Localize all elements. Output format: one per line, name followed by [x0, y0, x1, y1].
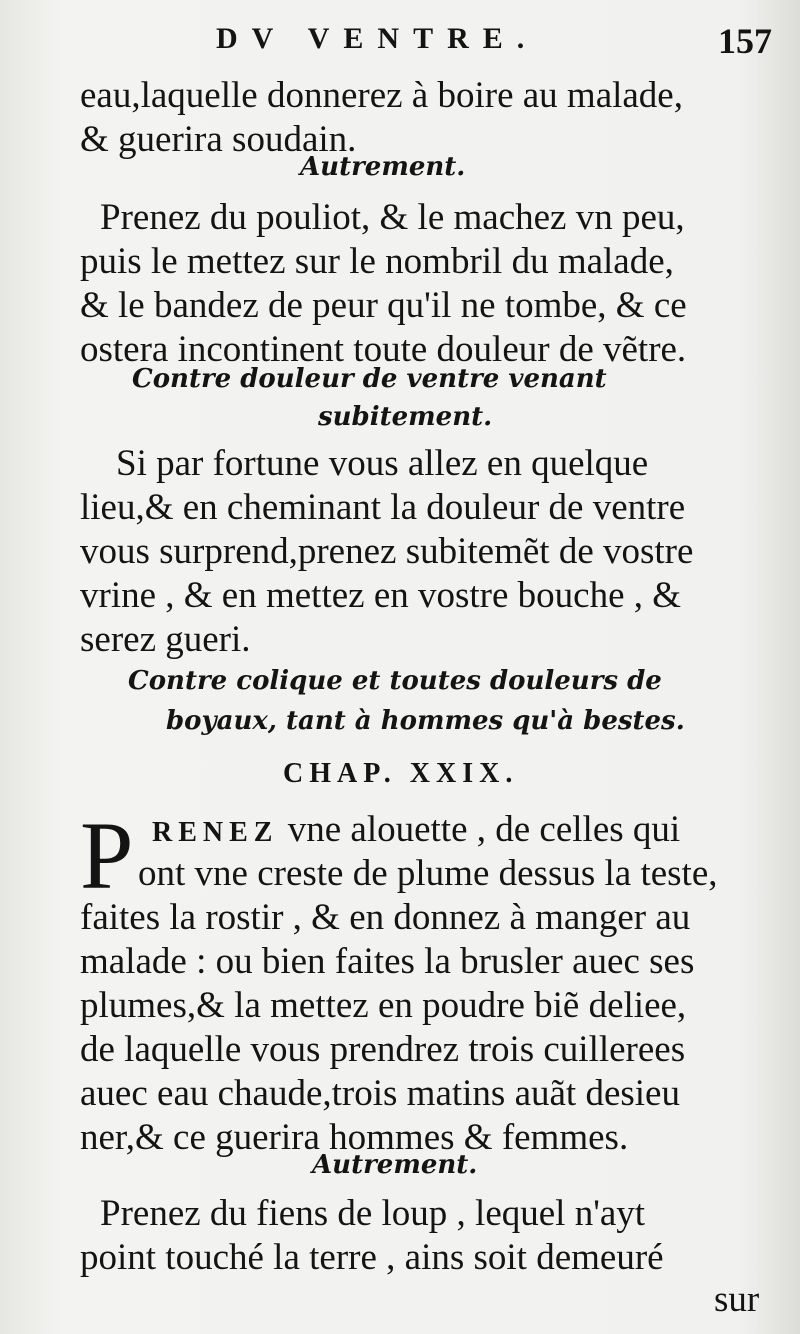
drop-cap: P [80, 802, 134, 909]
text-line: malade : ou bien faites la brusler auec ses [80, 941, 695, 982]
section-heading: Autrement. [300, 152, 466, 182]
text-line [152, 808, 680, 855]
running-title: DV VENTRE. [216, 22, 539, 55]
text-line: & guerira soudain. [80, 119, 357, 160]
text-line: & le bandez de peur qu'il ne tombe, & ce [80, 285, 687, 326]
catchword: sur [714, 1279, 760, 1320]
section-heading: Contre colique et toutes douleurs de [128, 666, 662, 696]
section-heading: Contre douleur de ventre venant [132, 364, 607, 394]
text-line: vrine , & en mettez en vostre bouche , & [80, 575, 682, 616]
page-number: 157 [718, 21, 772, 61]
chapter-heading: CHAP. XXIX. [283, 758, 519, 789]
text-line: point touché la terre , ains soit demeuré [80, 1237, 664, 1278]
text-line: vous surprend,prenez subitemẽt de vostre [80, 531, 694, 572]
text-line: auec eau chaude,trois matins auãt desieu [80, 1073, 680, 1114]
text-line: eau,laquelle donnerez à boire au malade, [80, 75, 683, 116]
section-heading: Autrement. [312, 1150, 478, 1180]
text-line: lieu,& en cheminant la douleur de ventre [80, 487, 686, 528]
page-header [0, 14, 800, 64]
section-heading: boyaux, tant à hommes qu'à bestes. [166, 706, 685, 736]
smallcaps-word: RENEZ [152, 817, 279, 848]
text-line: Prenez du pouliot, & le machez vn peu, [100, 197, 685, 238]
text-line: ner,& ce guerira hommes & femmes. [80, 1117, 629, 1158]
text-line: serez gueri. [80, 619, 251, 660]
text-line: ont vne creste de plume dessus la teste, [138, 853, 718, 894]
text-line: de laquelle vous prendrez trois cuillerees [80, 1029, 686, 1070]
text-line: puis le mettez sur le nombril du malade, [80, 241, 674, 282]
text-line: Si par fortune vous allez en quelque [116, 443, 649, 484]
text-line: plumes,& la mettez en poudre biẽ deliee, [80, 985, 687, 1026]
line-rest: vne alouette , de celles qui [278, 809, 681, 850]
section-heading: subitement. [318, 402, 493, 432]
text-line: ostera incontinent toute douleur de vẽtre. [80, 329, 687, 370]
text-line: Prenez du fiens de loup , lequel n'ayt [100, 1193, 646, 1234]
text-line: faites la rostir , & en donnez à manger au [80, 897, 691, 938]
